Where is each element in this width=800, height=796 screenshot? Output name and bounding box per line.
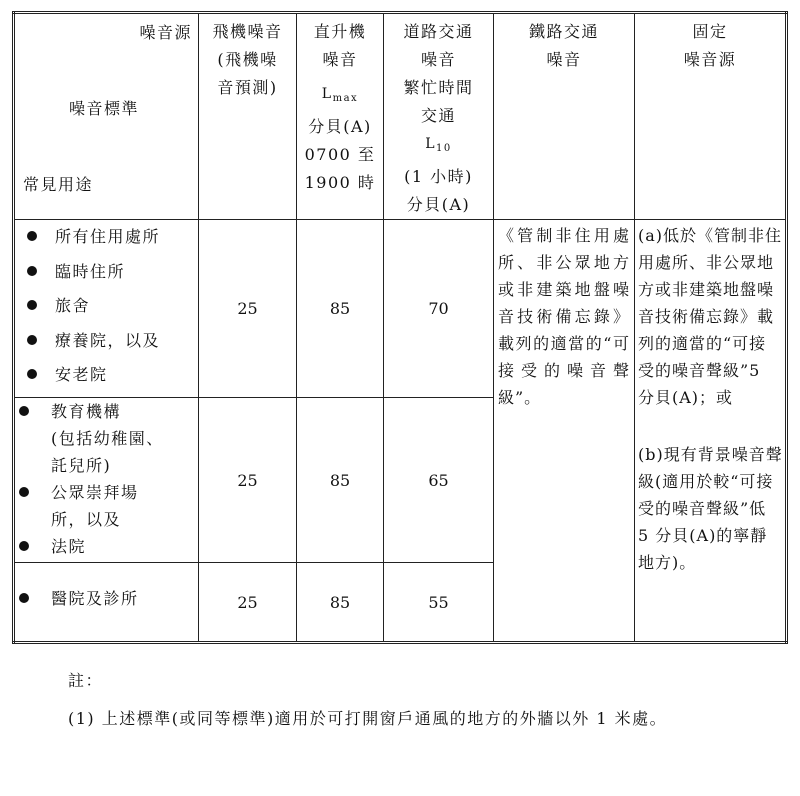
header-fixed-source: 固定 噪音源 — [635, 13, 787, 220]
helicopter-value: 85 — [297, 398, 384, 563]
road-value: 55 — [384, 563, 494, 643]
bullet-icon — [27, 266, 37, 276]
bullet-icon — [27, 231, 37, 241]
header-helicopter: 直升機 噪音 $L_{max}$ 分貝(A) 0700 至 1900 時 — [297, 13, 384, 220]
notes-section — [68, 664, 768, 736]
noise-standards-table — [12, 11, 788, 644]
helicopter-value: 85 — [297, 563, 384, 643]
bullet-icon — [19, 541, 29, 551]
aircraft-value: 25 — [199, 563, 297, 643]
fixed-source-text — [635, 220, 787, 643]
bullet-icon — [19, 487, 29, 497]
use-cell-education — [14, 398, 199, 563]
road-value: 65 — [384, 398, 494, 563]
list-item: 教育機構 (包括幼稚園、 託兒所) — [15, 398, 198, 479]
aircraft-value: 25 — [199, 398, 297, 563]
bullet-icon — [27, 300, 37, 310]
list-item: 法院 — [15, 533, 198, 560]
bullet-icon — [19, 406, 29, 416]
notes-title: 註： — [68, 671, 104, 690]
fixed-source-a: (a)低於《管制非住用處所、非公眾地方或非建築地盤噪音技術備忘錄》載列的適當的“可接受的噪音聲級”5 分貝(A)；或 — [638, 226, 783, 407]
list-item: 療養院，以及 — [15, 324, 198, 359]
fixed-source-b: (b)現有背景噪音聲級(適用於較“可接受的噪音聲級”低 5 分貝(A)的寧靜地方)。 — [638, 445, 783, 572]
aircraft-value: 25 — [199, 220, 297, 398]
header-aircraft: 飛機噪音 (飛機噪 音預測) — [199, 13, 297, 220]
helicopter-value: 85 — [297, 220, 384, 398]
table-row — [14, 220, 787, 398]
bullet-icon — [19, 593, 29, 603]
road-value: 70 — [384, 220, 494, 398]
header-noise-standard: 噪音標準 — [69, 99, 140, 118]
header-road-traffic: 道路交通 噪音 繁忙時間 交通 $L_{10}$ (1 小時) 分貝(A) — [384, 13, 494, 220]
header-noise-source: 噪音源 — [139, 23, 192, 42]
use-cell-hospital — [14, 563, 199, 643]
bullet-icon — [27, 335, 37, 345]
use-cell-residential — [14, 220, 199, 398]
list-item: 安老院 — [15, 358, 198, 393]
header-common-use: 常見用途 — [23, 175, 94, 194]
list-item: 臨時住所 — [15, 255, 198, 290]
header-rail: 鐵路交通 噪音 — [494, 13, 635, 220]
list-item: 醫院及診所 — [15, 563, 198, 613]
rail-standard-text: 《管制非住用處所、非公眾地方或非建築地盤噪音技術備忘錄》載列的適當的“可接受的噪音聲級”。 — [494, 220, 635, 643]
list-item: 所有住用處所 — [15, 220, 198, 255]
bullet-icon — [27, 369, 37, 379]
list-item: 公眾崇拜場 所，以及 — [15, 479, 198, 533]
list-item: 旅舍 — [15, 289, 198, 324]
note-item-1: (1) 上述標準(或同等標準)適用於可打開窗戶通風的地方的外牆以外 1 米處。 — [68, 709, 668, 728]
header-corner-cell — [14, 13, 199, 220]
